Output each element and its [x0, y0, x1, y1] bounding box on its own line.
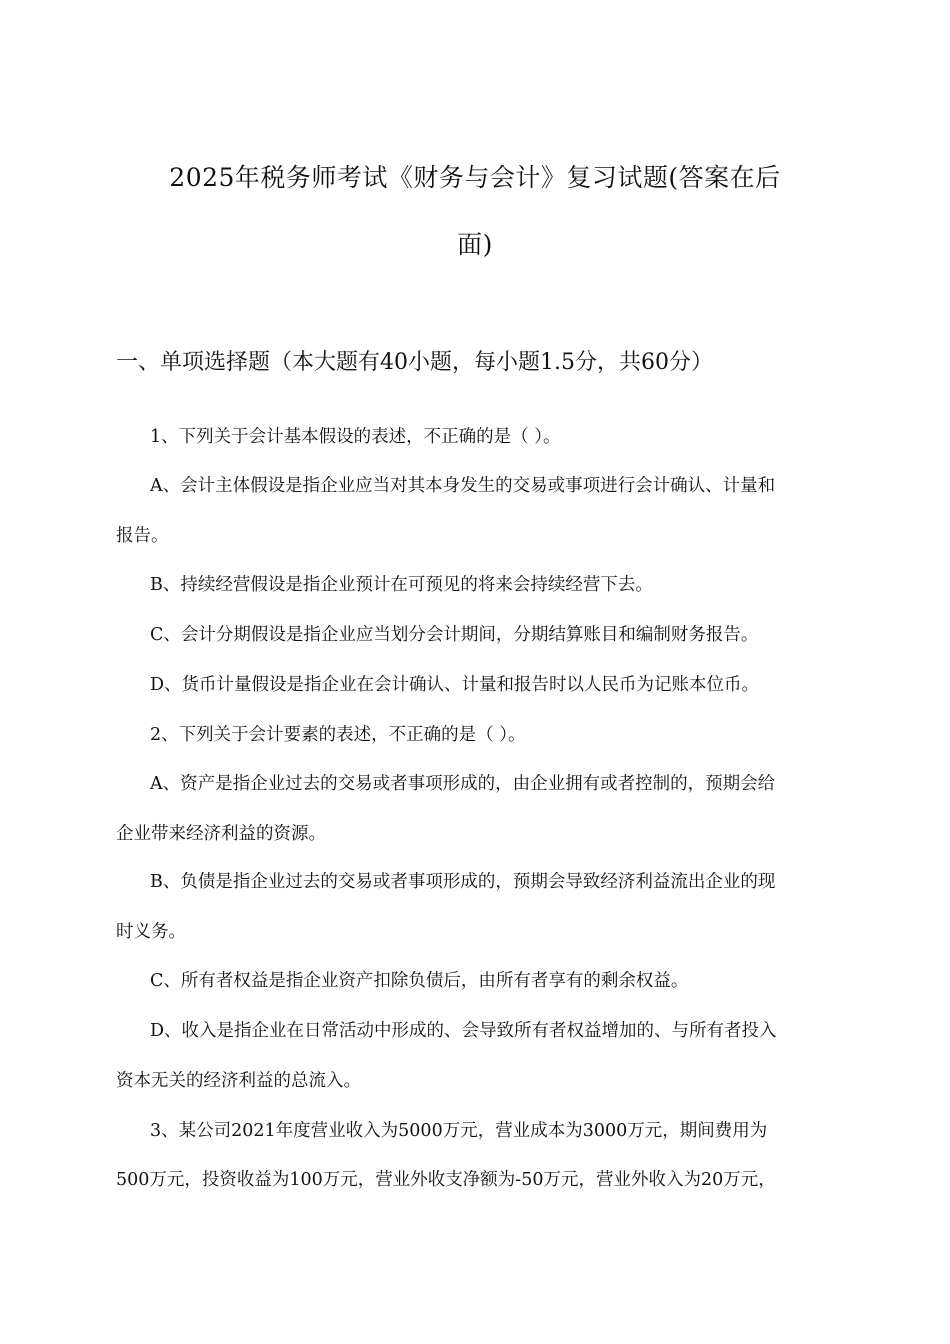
question-2-option-c: C、所有者权益是指企业资产扣除负债后，由所有者享有的剩余权益。 [150, 971, 689, 991]
question-1-option-c: C、会计分期假设是指企业应当划分会计期间，分期结算账目和编制财务报告。 [150, 625, 759, 645]
question-2-option-d-cont: 资本无关的经济利益的总流入。 [116, 1071, 361, 1091]
question-1-stem: 1、下列关于会计基本假设的表述，不正确的是（ ）。 [150, 427, 561, 447]
question-2-option-d: D、收入是指企业在日常活动中形成的、会导致所有者权益增加的、与所有者投入 [150, 1021, 777, 1041]
question-1-option-a-cont: 报告。 [116, 526, 169, 546]
question-2-option-b-cont: 时义务。 [116, 922, 186, 942]
document-title-line-2: 面) [457, 230, 493, 259]
question-2-option-b: B、负债是指企业过去的交易或者事项形成的，预期会导致经济利益流出企业的现 [150, 872, 776, 892]
question-3-stem-cont: 500万元，投资收益为100万元，营业外收支净额为-50万元，营业外收入为20万元， [116, 1170, 776, 1190]
section-heading: 一、单项选择题（本大题有40小题，每小题1.5分，共60分） [116, 350, 713, 375]
question-1-option-b: B、持续经营假设是指企业预计在可预见的将来会持续经营下去。 [150, 575, 653, 595]
question-1-option-a: A、会计主体假设是指企业应当对其本身发生的交易或事项进行会计确认、计量和 [150, 476, 776, 496]
question-1-option-d: D、货币计量假设是指企业在会计确认、计量和报告时以人民币为记账本位币。 [150, 675, 760, 695]
question-2-option-a: A、资产是指企业过去的交易或者事项形成的，由企业拥有或者控制的，预期会给 [150, 774, 776, 794]
question-3-stem: 3、某公司2021年度营业收入为5000万元，营业成本为3000万元，期间费用为 [150, 1121, 768, 1141]
question-2-option-a-cont: 企业带来经济利益的资源。 [116, 824, 326, 844]
document-title-line-1: 2025年税务师考试《财务与会计》复习试题(答案在后 [169, 163, 781, 192]
question-2-stem: 2、下列关于会计要素的表述，不正确的是（ ）。 [150, 725, 526, 745]
